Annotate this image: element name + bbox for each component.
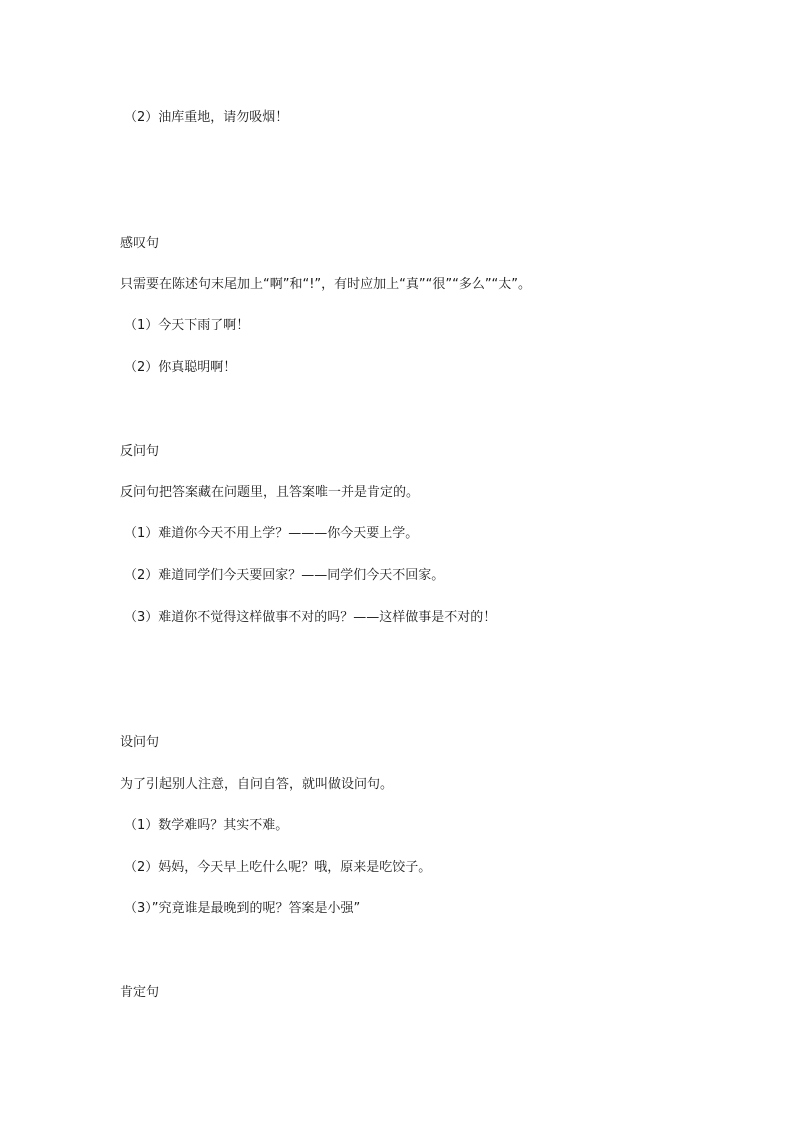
list-item: （1）数学难吗？其实不难。 [124, 818, 289, 833]
list-item: （3）”究竟谁是最晚到的呢？答案是小强” [124, 901, 361, 916]
section-heading-self-question: 设问句 [120, 735, 160, 750]
section-heading-affirmative: 肯定句 [120, 985, 160, 1000]
section-description: 反问句把答案藏在问题里，且答案唯一并是肯定的。 [120, 485, 420, 500]
list-item: （3）难道你不觉得这样做事不对的吗？——这样做事是不对的！ [124, 610, 497, 625]
list-item: （2）油库重地，请勿吸烟！ [124, 110, 289, 125]
list-item: （2）你真聪明啊！ [124, 360, 237, 375]
section-description: 只需要在陈述句末尾加上“啊”和“!”，有时应加上“真”“很”“多么”“太”。 [120, 277, 532, 292]
list-item: （1）难道你今天不用上学？———你今天要上学。 [124, 526, 419, 541]
section-description: 为了引起别人注意，自问自答，就叫做设问句。 [120, 777, 394, 792]
section-heading-rhetorical: 反问句 [120, 444, 160, 459]
list-item: （2）难道同学们今天要回家？——同学们今天不回家。 [124, 568, 445, 583]
section-heading-exclamatory: 感叹句 [120, 236, 160, 251]
list-item: （2）妈妈，今天早上吃什么呢？哦，原来是吃饺子。 [124, 860, 432, 875]
list-item: （1）今天下雨了啊！ [124, 318, 250, 333]
